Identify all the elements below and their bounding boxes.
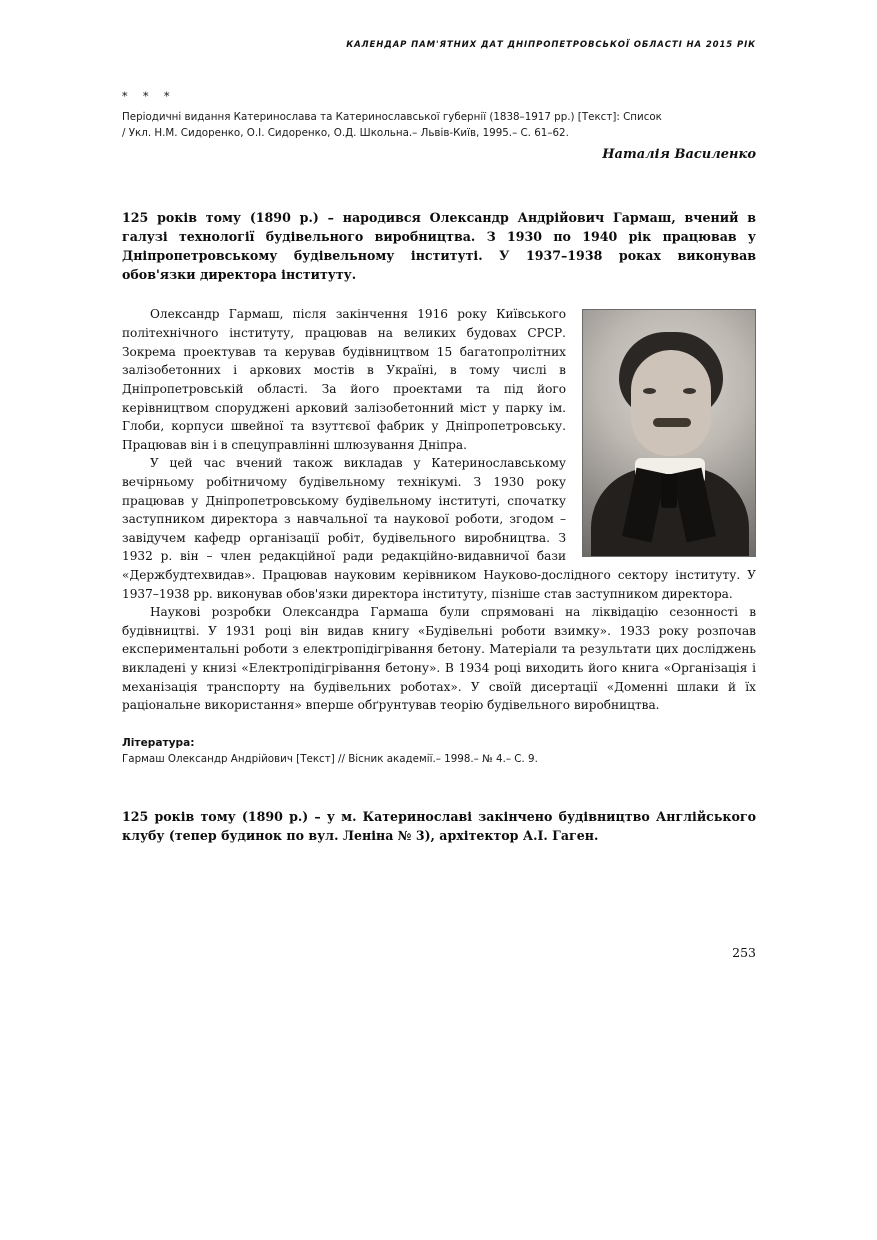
portrait-tie xyxy=(661,474,677,508)
page-number: 253 xyxy=(732,945,756,960)
article-2-lead: 125 років тому (1890 р.) – у м. Катеринославі закінчено будівництво Англійського клубу (тепер будинок по вул. Леніна № 3), архітектор А.І. Гаген. xyxy=(122,809,756,844)
reference-line-2: / Укл. Н.М. Сидоренко, О.І. Сидоренко, О.Д. Школьна.– Львів-Київ, 1995.– С. 61–62. xyxy=(122,126,569,139)
article-1-lead: 125 років тому (1890 р.) – народився Олександр Андрійович Гармаш, вчений в галузі технології будівельного виробництва. З 1930 по 1940 рік працював у Дніпропетровському будівельному інституті. У 1937–1938 роках виконував обов'язки директора інституту. xyxy=(122,209,756,283)
reference-entry xyxy=(122,110,756,142)
portrait-photo xyxy=(582,309,756,557)
portrait-moustache xyxy=(653,418,691,427)
reference-line-1: Періодичні видання Катеринослава та Катеринославської губернії (1838–1917 рр.) [Текст]: Список xyxy=(122,111,662,123)
article-1-paragraph-1: Олександр Гармаш, після закінчення 1916 року Київського політехнічного інституту, працював на великих будовах СРСР. Зокрема проектував та керував будівництвом 15 багатопролітних залізобетонних і аркових мостів в Україні, в тому числі в Дніпропетровській області. За його проектами та під його керівництвом споруджені арковий залізобетонний міст у парку ім. Глоби, корпуси швейної та взуттєвої фабрик у Дніпропетровську. Працював він і в спецуправлінні шлюзування Дніпра. xyxy=(122,307,566,452)
page-content xyxy=(122,40,756,846)
article-1-body xyxy=(122,305,756,714)
section-separator-asterisks: * * * xyxy=(122,90,176,103)
portrait-face xyxy=(631,350,711,456)
article-1-paragraph-2: У цей час вчений також викладав у Катеринославському вечірньому робітничому будівельному технікумі. З 1930 року працював у Дніпропетровському будівельному інституті, спочатку заступником директора з навчальної та наукової роботи, згодом – завідучем кафедр організації робіт, будівельного виробництва. З 1932 р. він – член редакційної ради редакційно-видавничої бази «Держбудтехвидав». Працював науковим керівником Науково-дослідного сектору інституту. У 1937–1938 рр. виконував обов'язки директора інституту, пізніше став заступником директора. xyxy=(122,456,756,601)
article-1-paragraph-3: Наукові розробки Олександра Гармаша були спрямовані на ліквідацію сезонності в будівництві. У 1931 році він видав книгу «Будівельні роботи взимку». 1933 року розпочав експериментальні роботи з електропідігрівання бетону. Матеріали та результати цих досліджень викладені у книзі «Електропідігрівання бетону». В 1934 році виходить його книга «Організація і механізація транспорту на будівельних роботах». У своїй дисертації «Доменні шлаки й їх раціональне використання» вперше обґрунтував теорію будівельного виробництва. xyxy=(122,605,756,713)
reference-author: Наталія Василенко xyxy=(602,146,756,162)
literature-heading: Література: xyxy=(122,736,195,749)
literature-item: Гармаш Олександр Андрійович [Текст] // Вісник академії.– 1998.– № 4.– С. 9. xyxy=(122,752,538,765)
running-head: КАЛЕНДАР ПАМ'ЯТНИХ ДАТ ДНІПРОПЕТРОВСЬКОЇ ОБЛАСТІ НА 2015 РІК xyxy=(346,40,756,50)
